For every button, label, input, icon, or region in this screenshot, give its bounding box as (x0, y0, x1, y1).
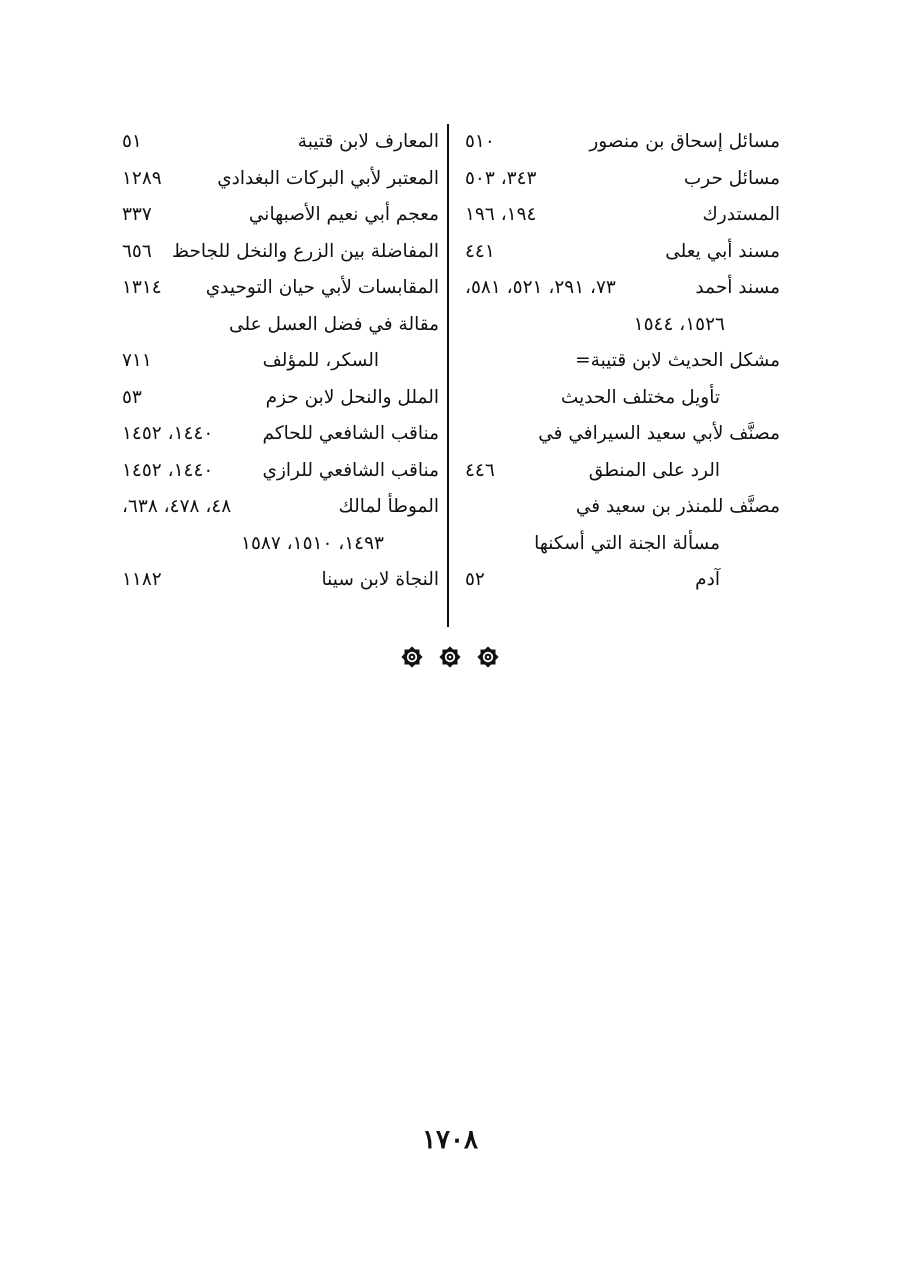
entry-title: مسند أبي يعلى (665, 240, 780, 262)
entry-pages: ١٤٤٠، ١٤٥٢ (122, 459, 214, 481)
entry-title: مسائل إسحاق بن منصور (589, 131, 780, 152)
entry-title: معجم أبي نعيم الأصبهاني (248, 204, 439, 225)
entry-pages: ٤٤٦ (465, 459, 495, 481)
entry-pages: ٦٥٦ (122, 240, 152, 262)
entry-pages: ٧١١ (122, 350, 152, 371)
index-entry (112, 270, 439, 307)
index-entry (455, 161, 780, 198)
index-entry (455, 489, 780, 526)
index-entry-continuation (112, 343, 439, 380)
entry-title: مناقب الشافعي للحاكم (262, 423, 439, 444)
entry-pages: ٤٤١ (465, 240, 495, 262)
entry-title: مناقب الشافعي للرازي (262, 459, 439, 481)
entry-pages: ١٣١٤ (122, 277, 162, 298)
index-entry-continuation (112, 526, 439, 563)
entry-pages: ١٩٤، ١٩٦ (465, 204, 537, 225)
entry-title: المفاضلة بين الزرع والنخل للجاحظ (171, 240, 439, 262)
index-entry (455, 197, 780, 234)
index-entry (112, 489, 439, 526)
index-entry (112, 416, 439, 453)
entry-pages: ٥١ (122, 131, 142, 152)
entry-title-continued: تأويل مختلف الحديث (560, 386, 720, 408)
entry-title: المعتبر لأبي البركات البغدادي (217, 167, 439, 189)
entry-title: مصنَّف لأبي سعيد السيرافي في (538, 423, 780, 444)
entry-title-continued: آدم (695, 569, 720, 590)
index-entry (455, 343, 780, 380)
entry-pages: ٤٨، ٤٧٨، ٦٣٨، (122, 496, 232, 517)
flower-ornament-icon (400, 645, 424, 669)
index-entry (112, 562, 439, 599)
index-entry (112, 307, 439, 344)
entry-title: مقالة في فضل العسل على (229, 313, 439, 335)
entry-pages: ٧٣، ٢٩١، ٥٢١، ٥٨١، (465, 277, 616, 298)
page-number: ١٧٠٨ (422, 1125, 478, 1155)
entry-pages-continued: ١٥٢٦، ١٥٤٤ (633, 313, 725, 335)
flower-ornament-icon (438, 645, 462, 669)
index-entry-continuation (455, 307, 780, 344)
index-entry (112, 124, 439, 161)
section-end-ornament (400, 644, 500, 670)
entry-title-continued: مسألة الجنة التي أسكنها (534, 532, 720, 554)
entry-title-continued: الرد على المنطق (588, 459, 720, 481)
entry-pages: ٣٤٣، ٥٠٣ (465, 167, 537, 189)
entry-pages: ٥٢ (465, 569, 485, 590)
entry-title: الملل والنحل لابن حزم (265, 386, 439, 408)
entry-title: المستدرك (702, 204, 780, 225)
entry-title: الموطأ لمالك (338, 496, 439, 517)
index-entry (112, 380, 439, 417)
entry-pages: ١٢٨٩ (122, 167, 162, 189)
entry-title: مسند أحمد (695, 277, 780, 298)
index-entry (112, 453, 439, 490)
index-column-right (455, 124, 780, 599)
entry-title: النجاة لابن سينا (321, 569, 439, 590)
entry-pages: ١٤٤٠، ١٤٥٢ (122, 423, 214, 444)
index-entry (112, 161, 439, 198)
entry-pages: ٥٣ (122, 386, 142, 408)
index-entry (455, 124, 780, 161)
index-entry-continuation (455, 562, 780, 599)
index-entry (112, 234, 439, 271)
entry-title: مشكل الحديث لابن قتيبة= (575, 350, 780, 371)
entry-pages: ٣٣٧ (122, 204, 152, 225)
index-entry-continuation (455, 380, 780, 417)
index-entry (455, 234, 780, 271)
index-entry-continuation (455, 526, 780, 563)
index-column-left (112, 124, 439, 599)
entry-title: المقابسات لأبي حيان التوحيدي (205, 277, 439, 298)
entry-pages-continued: ١٤٩٣، ١٥١٠، ١٥٨٧ (241, 532, 384, 554)
index-entry-continuation (455, 453, 780, 490)
entry-title: مسائل حرب (683, 167, 780, 189)
entry-pages: ١١٨٢ (122, 569, 162, 590)
flower-ornament-icon (476, 645, 500, 669)
index-entry (455, 270, 780, 307)
index-entry (112, 197, 439, 234)
entry-title: مصنَّف للمنذر بن سعيد في (575, 496, 780, 517)
entry-title: المعارف لابن قتيبة (297, 131, 439, 152)
column-divider (447, 124, 449, 627)
entry-pages: ٥١٠ (465, 131, 495, 152)
entry-title-continued: السكر، للمؤلف (262, 350, 379, 371)
index-entry (455, 416, 780, 453)
